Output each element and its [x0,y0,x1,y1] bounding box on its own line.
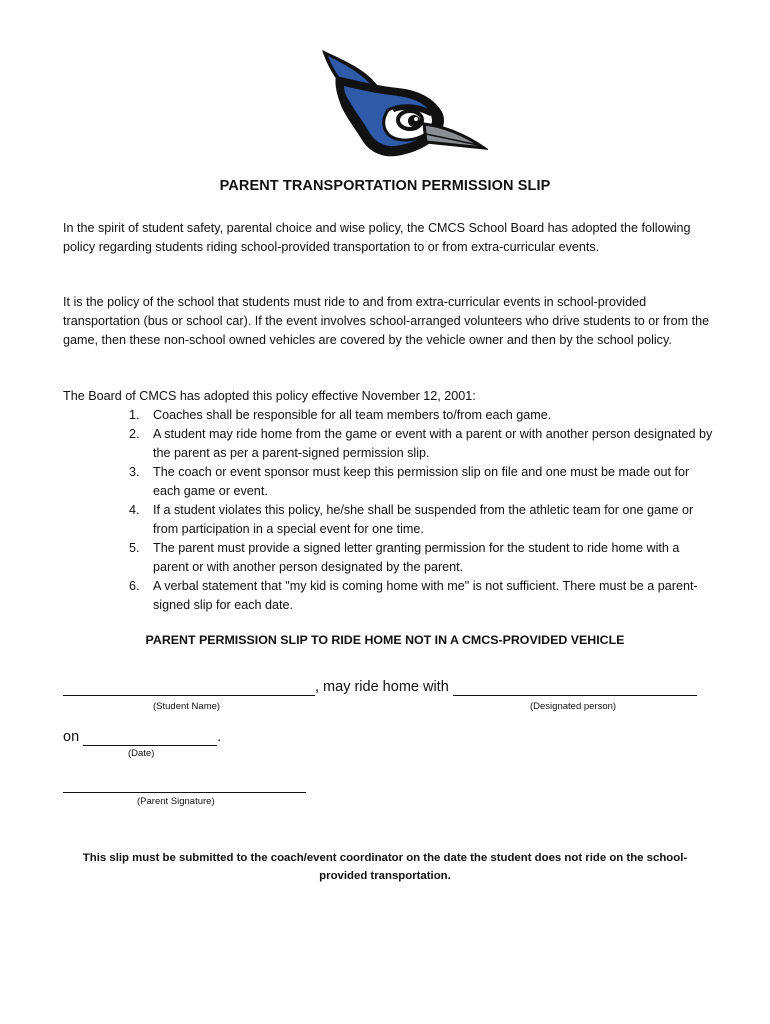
on-text: on [63,729,80,745]
list-item-number: 4. [129,503,140,517]
designated-person-field[interactable] [453,679,697,696]
list-item-number: 5. [129,541,140,555]
list-item-number: 3. [129,465,140,479]
ride-home-row [63,679,697,696]
list-item [129,425,713,463]
list-item [129,539,713,577]
list-item-number: 1. [129,408,140,422]
policy-list [129,406,713,615]
list-item-text: The coach or event sponsor must keep this permission slip on file and one must be made out for each game or event. [153,465,690,498]
list-item-text: Coaches shall be responsible for all team members to/from each game. [153,408,552,422]
list-item-text: A student may ride home from the game or event with a parent or with another person designated by the parent as per a parent-signed permission slip. [153,427,713,460]
signature-caption: (Parent Signature) [137,796,215,807]
footer-note: This slip must be submitted to the coach/event coordinator on the date the student does not ride on the school-provided transportation. [82,852,688,882]
slip-title: PARENT PERMISSION SLIP TO RIDE HOME NOT IN A CMCS-PROVIDED VEHICLE [145,633,625,647]
blue-jay-mascot-icon [318,46,488,158]
list-item [129,406,713,425]
designated-person-caption: (Designated person) [530,701,617,712]
date-period: . [217,729,222,745]
list-item-text: The parent must provide a signed letter granting permission for the student to ride home with a parent or with another person designated by the parent. [153,541,680,574]
date-row [63,729,221,746]
signature-row [63,776,306,793]
date-field[interactable] [83,729,217,746]
student-name-caption: (Student Name) [153,701,221,712]
student-name-field[interactable] [63,679,315,696]
list-item [129,463,713,501]
policy-paragraph: It is the policy of the school that students must ride to and from extra-curricular events in school-provided transportation (bus or school car). If the event involves school-arranged volunteers who drive students to or from the game, then these non-school owned vehicles are covered by the vehicle owner and then by the school policy. [63,295,710,347]
list-item-text: A verbal statement that "my kid is coming home with me" is not sufficient. There must be a parent-signed slip for each date. [153,579,698,612]
page-title: PARENT TRANSPORTATION PERMISSION SLIP [219,178,551,194]
parent-signature-field[interactable] [63,776,306,793]
list-item-number: 2. [129,427,140,441]
date-caption: (Date) [128,748,155,759]
board-statement: The Board of CMCS has adopted this policy effective November 12, 2001: [63,389,476,403]
list-item [129,577,713,615]
list-item-number: 6. [129,579,140,593]
intro-paragraph: In the spirit of student safety, parental choice and wise policy, the CMCS School Board has adopted the following policy regarding students riding school-provided transportation to or from extra-curricular events. [63,221,691,254]
list-item-text: If a student violates this policy, he/she shall be suspended from the athletic team for one game or from participation in a special event for one time. [153,503,694,536]
ride-home-text: , may ride home with [315,679,449,695]
list-item [129,501,713,539]
